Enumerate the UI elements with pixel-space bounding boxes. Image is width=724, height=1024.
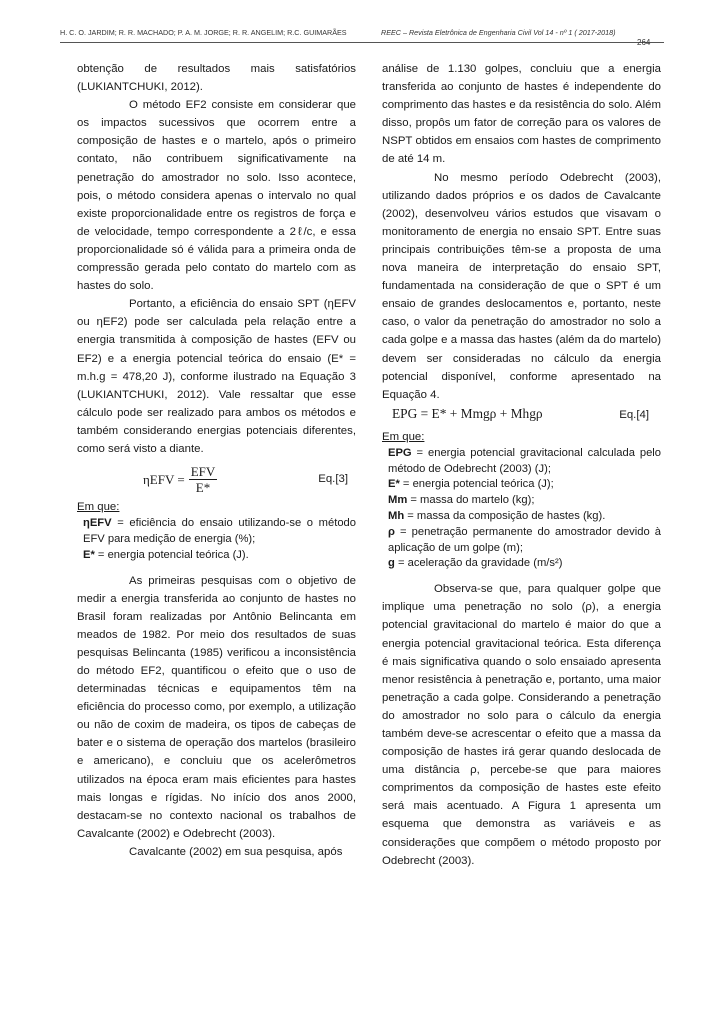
definitions-list	[77, 516, 356, 563]
equation-3	[77, 458, 356, 498]
equation-label: Eq.[4]	[619, 408, 649, 421]
header-journal: REEC – Revista Eletrônica de Engenharia Civil Vol 14 - nº 1 ( 2017-2018)	[381, 28, 616, 37]
equation-lhs: ηEFV =	[143, 471, 185, 487]
where-heading: Em que:	[77, 501, 120, 514]
paragraph: O método EF2 consiste em considerar que os impactos sucessivos que ocorrem entre a composição de hastes e o martelo, após o primeiro contato, não contribuem significativamente na penetração do amostrador no solo. Isso acontece, pois, o método considera apenas o intervalo no qual existe proporcionalidade entre os registros de força e de velocidade, tempo correspondente a 2ℓ/c, e essa proporcionalidade só é válida para a primeira onda de compressão gerada pelo contato do martelo com as hastes do solo.	[77, 99, 356, 293]
definition: ρ = penetração permanente do amostrador devido à aplicação de um golpe (m);	[388, 525, 661, 554]
equation-expression: EPG = E* + Mmgρ + Mhgρ	[392, 405, 543, 421]
definition: E* = energia potencial teórica (J).	[83, 548, 249, 561]
equation-expression	[143, 464, 217, 495]
where-heading: Em que:	[382, 430, 425, 443]
fraction	[189, 464, 218, 495]
definition: EPG = energia potencial gravitacional calculada pelo método de Odebrecht (2003) (J);	[388, 446, 661, 475]
paragraph: Cavalcante (2002) em sua pesquisa, após	[129, 845, 343, 858]
page-number: 264	[637, 38, 651, 47]
paragraph: obtenção de resultados mais satisfatórios (LUKIANTCHUKI, 2012).	[77, 63, 356, 94]
definition: ηEFV = eficiência do ensaio utilizando-se o método EFV para medição de energia (%);	[83, 517, 356, 545]
right-column	[382, 60, 661, 870]
running-header	[60, 28, 664, 38]
paragraph: No mesmo período Odebrecht (2003), utilizando dados próprios e os dados de Cavalcante (2002), desenvolveu vários estudos que visavam o monitoramento de energia no ensaio SPT. Entre suas principais contribuições têm-se a proposta de uma nova maneira de interpretação do ensaio SPT, fundamentada na consideração de que o SPT é um ensaio de grandes deslocamentos e, portanto, neste caso, o valor da penetração do amostrador no solo a cada golpe e a massa das hastes (além da do martelo) devem ser consideradas no cálculo da energia potencial disponível, conforme apresentado na Equação 4.	[382, 171, 661, 401]
definition: g = aceleração da gravidade (m/s²)	[388, 557, 563, 570]
paragraph: análise de 1.130 golpes, concluiu que a energia transferida ao conjunto de hastes é independente do comprimento das hastes e da resistência do solo. Além disso, propôs um fator de correção para os valores de NSPT obtidos em ensaios com hastes de comprimento de até 14 m.	[382, 63, 661, 166]
fraction-denominator: E*	[195, 480, 211, 496]
paragraph: Observa-se que, para qualquer golpe que implique uma penetração no solo (ρ), a energia potencial gravitacional do martelo é maior do que a energia potencial gravitacional teórica. Esta diferença é mais significativa quando o solo ensaiado apresenta menor resistência à penetração e, portanto, uma maior penetração a cada golpe. Considerando a penetração do amostrador no solo para o cálculo da energia também deve-se acrescentar o efeito que a massa da composição de hastes irá gerar quando deslocada de uma distância ρ, percebe-se que para maiores comprimentos da composição de hastes este efeito será mais acentuado. A Figura 1 apresenta um esquema que demonstra as variáveis e as considerações que compõem o método proposto por Odebrecht (2003).	[382, 583, 661, 867]
definition: Mm = massa do martelo (kg);	[388, 494, 535, 507]
equation-4	[382, 404, 661, 428]
equation-label: Eq.[3]	[318, 473, 348, 486]
header-authors: H. C. O. JARDIM; R. R. MACHADO; P. A. M. JORGE; R. R. ANGELIM; R.C. GUIMARÃES	[60, 28, 347, 37]
header-divider	[60, 42, 664, 43]
definition: Mh = massa da composição de hastes (kg).	[388, 510, 606, 523]
left-column	[77, 60, 356, 861]
definition: E* = energia potencial teórica (J);	[388, 478, 554, 491]
fraction-numerator: EFV	[190, 464, 216, 480]
paragraph: As primeiras pesquisas com o objetivo de medir a energia transferida ao conjunto de hastes no Brasil foram realizadas por Antônio Belincanta em meados de 1982. Por meio dos resultados de suas pesquisas Belincanta (1985) verificou a inconsistência do método EF2, quantificou o efeito que o uso de determinadas técnicas e equipamentos têm na eficiência do processo como, por exemplo, a utilização ou não de coxim de madeira, os tipos de cabeças de bater e o sistema de operação dos martelos (brasileiro e americano), e concluiu que os acelerômetros utilizados na época eram mais eficientes para hastes mais longas e rígidas. No início dos anos 2000, destacam-se no contexto nacional os trabalhos de Cavalcante (2002) e Odebrecht (2003).	[77, 574, 356, 840]
definitions-list	[382, 446, 661, 572]
paragraph: Portanto, a eficiência do ensaio SPT (ηEFV ou ηEF2) pode ser calculada pela relação entre a energia transmitida à composição de hastes (EFV ou EF2) e a energia potencial teórica do ensaio (E* = m.h.g = 478,20 J), conforme ilustrado na Equação 3 (LUKIANTCHUKI, 2012). Vale ressaltar que esse cálculo pode ser realizado para ambos os métodos e também considerando energias potenciais diferentes, como será visto a diante.	[77, 298, 356, 455]
